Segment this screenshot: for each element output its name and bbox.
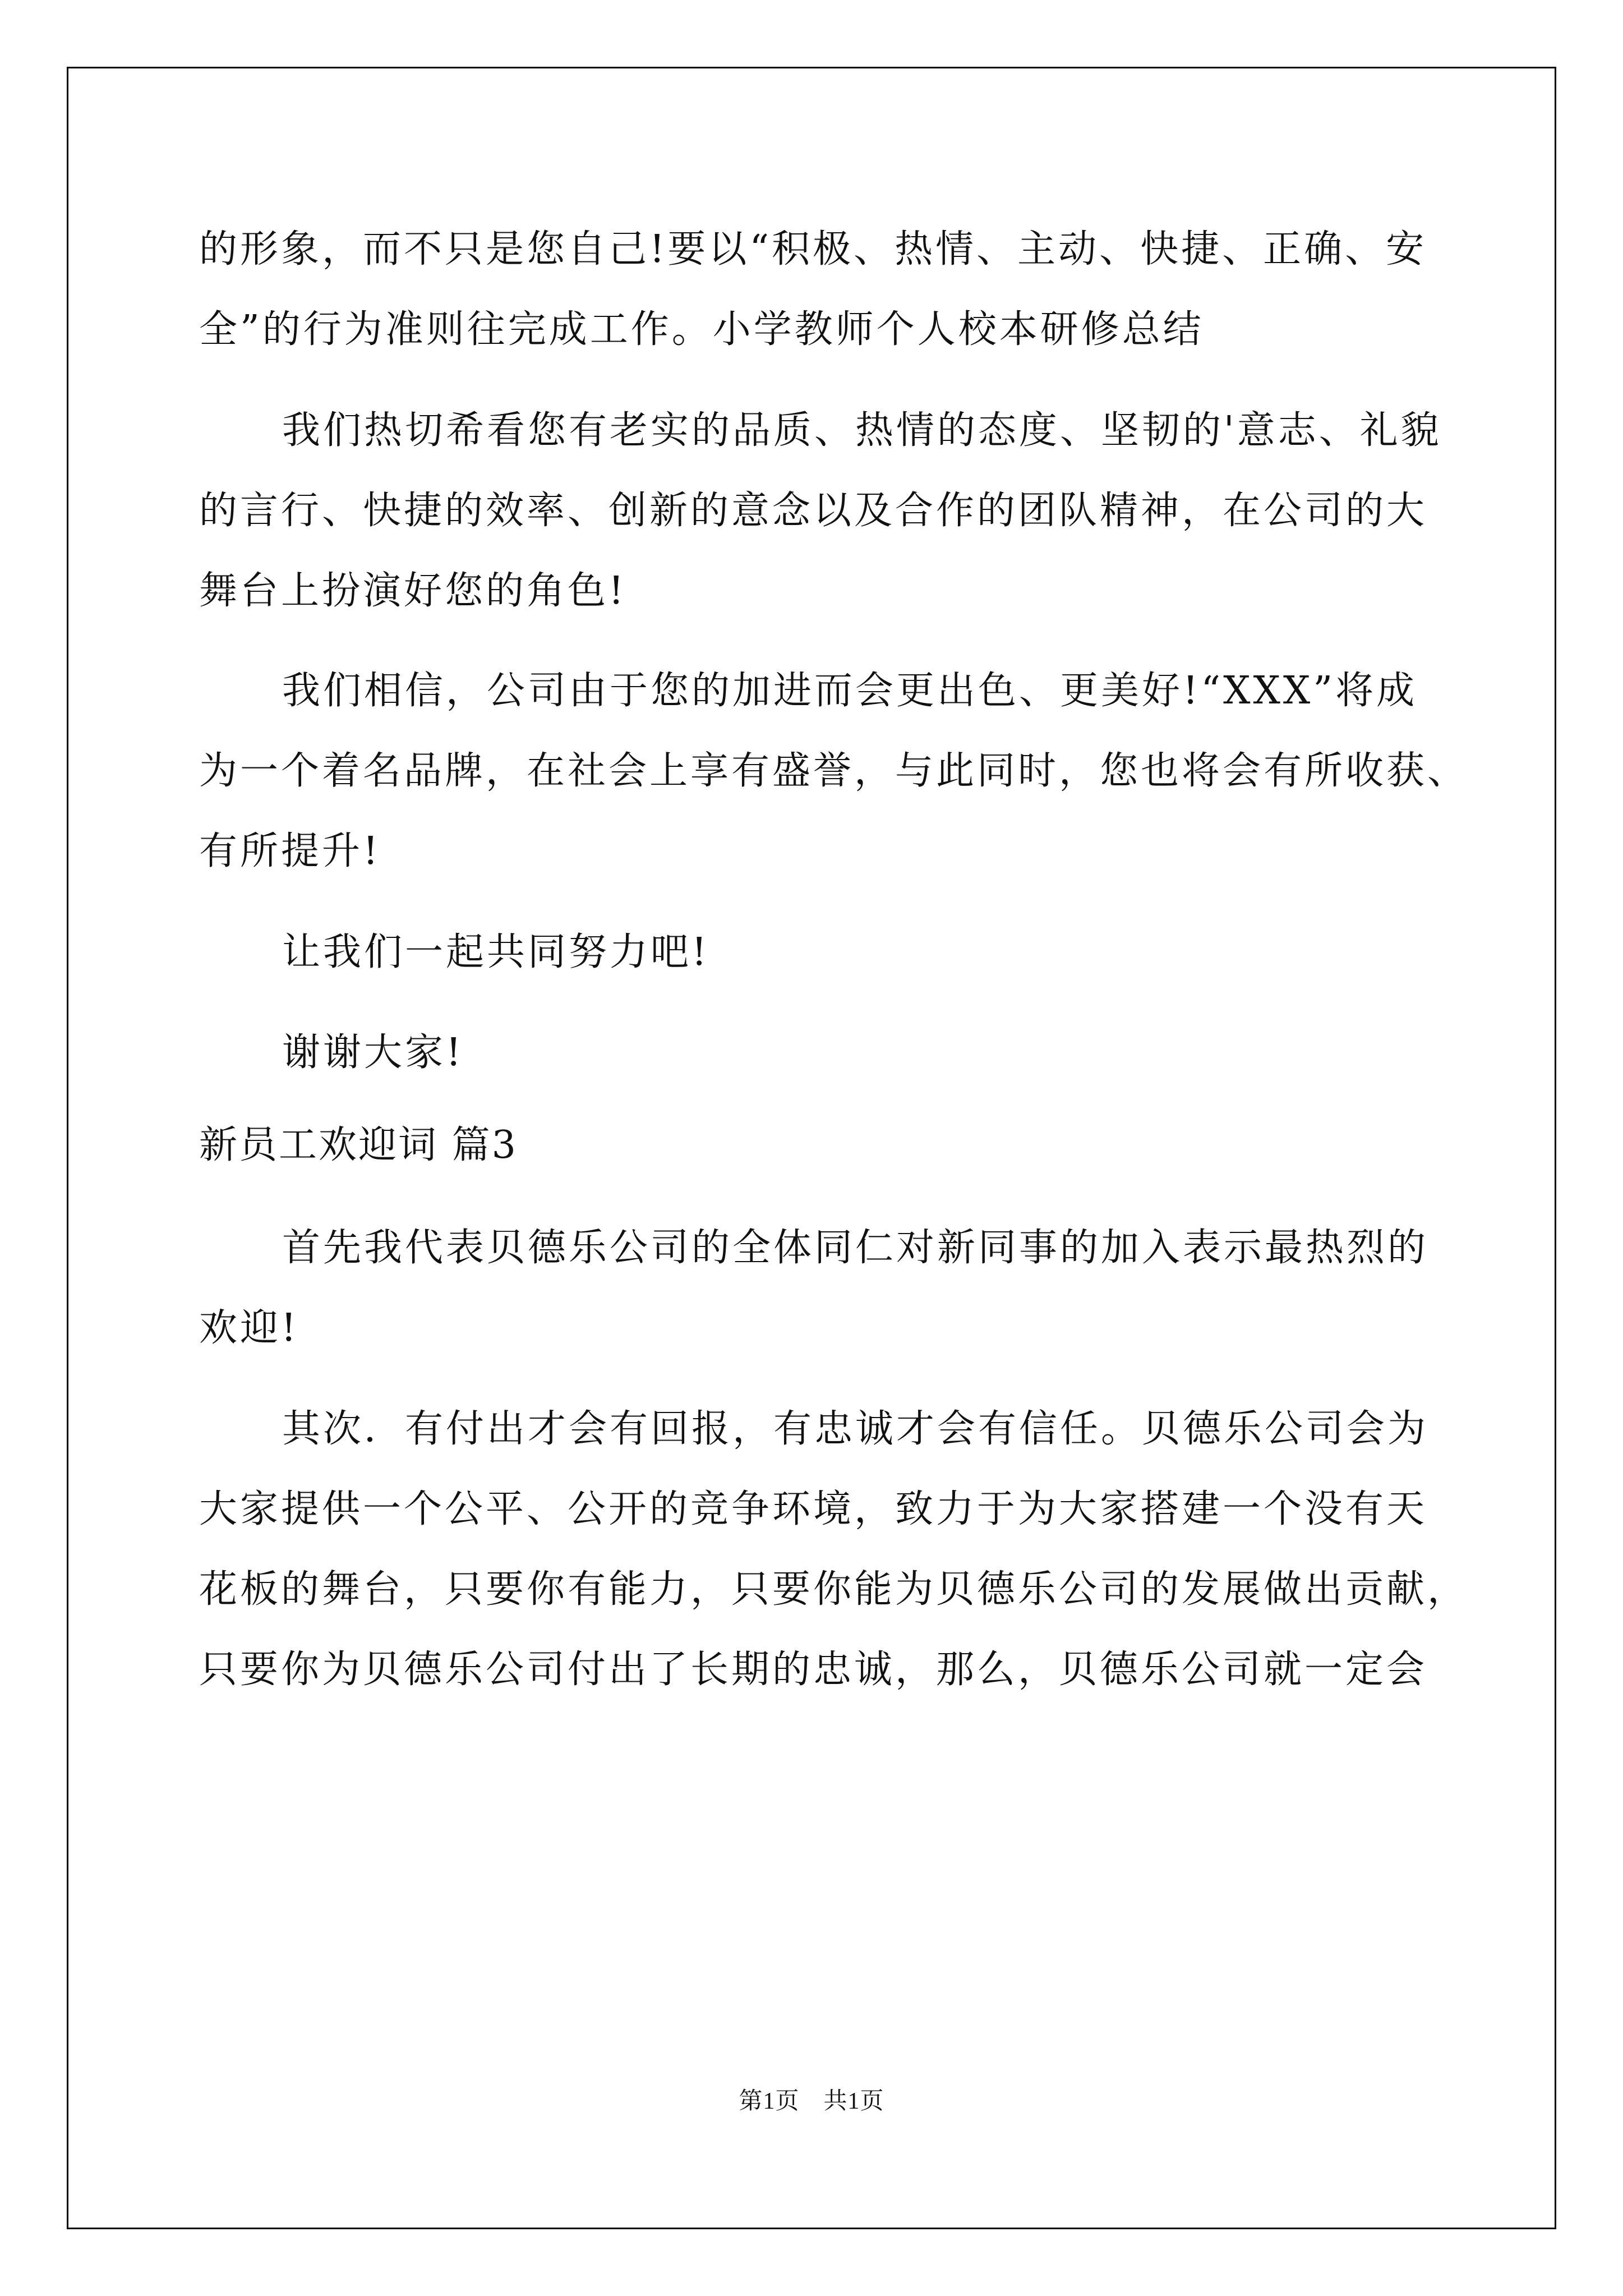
section-heading: 新员工欢迎词 篇3 [199,1123,518,1167]
text-line: 的形象，而不只是您自己!要以“积极、热情、主动、快捷、正确、安 [199,227,1427,272]
text-line: 大家提供一个公平、公开的竞争环境，致力于为大家搭建一个没有天 [199,1487,1428,1531]
page-number-footer: 第1页 共1页 [739,2088,884,2114]
paragraph-first-line: 我们热切希看您有老实的品质、热情的态度、坚韧的'意志、礼貌 [282,408,1442,453]
paragraph-first-line: 我们相信，公司由于您的加进而会更出色、更美好!“XXX”将成 [282,669,1418,713]
paragraph-first-line: 首先我代表贝德乐公司的全体同仁对新同事的加入表示最热烈的 [282,1226,1429,1270]
text-line: 的言行、快捷的效率、创新的意念以及合作的团队精神，在公司的大 [199,489,1428,533]
paragraph-first-line: 让我们一起共同努力吧! [282,930,710,974]
text-line: 花板的舞台，只要你有能力，只要你能为贝德乐公司的发展做出贡献， [199,1567,1469,1612]
text-line: 只要你为贝德乐公司付出了长期的忠诚，那么，贝德乐公司就一定会 [199,1648,1428,1692]
text-line: 全”的行为准则往完成工作。小学教师个人校本研修总结 [199,307,1204,352]
text-line: 舞台上扮演好您的角色! [199,569,627,613]
paragraph-first-line: 其次．有付出才会有回报，有忠诚才会有信任。贝德乐公司会为 [282,1407,1429,1451]
text-line: 有所提升! [199,829,381,873]
paragraph-first-line: 谢谢大家! [282,1030,464,1075]
text-line: 为一个着名品牌，在社会上享有盛誉，与此同时，您也将会有所收获、 [199,749,1469,793]
text-line: 欢迎! [199,1306,299,1350]
